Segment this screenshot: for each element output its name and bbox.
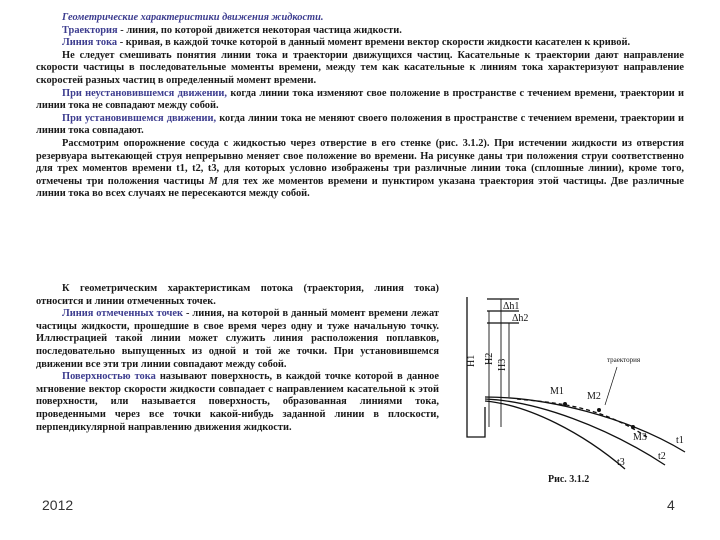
paragraph-unsteady: При неустановившемся движении, когда линии тока изменяют свое положение в пространстве с течением времени, траектории и линии тока не совпадают между собой.	[36, 87, 684, 112]
label-m2: M2	[587, 391, 601, 402]
slide-title: Геометрические характеристики движения жидкости.	[62, 12, 324, 23]
page-number: 4	[667, 497, 675, 513]
streamline-definition: Линия тока - кривая, в каждой точке которой в данный момент времени вектор скорости жидкости касателен к кривой.	[62, 37, 631, 49]
stream-surface-definition: Поверхностью тока называют поверхность, в каждой точке которой в данное мгновение вектор скорости жидкости совпадает с направлением касательной к этой поверхности, или называется поверхность, образованная линиями тока, проведенными через все точки какой-нибудь заданной линии в плоскости, перпендикулярной направлению движения жидкости.	[36, 371, 439, 433]
upper-text-block	[36, 12, 684, 201]
label-dh1: Δh1	[503, 301, 520, 312]
particle-m2	[597, 408, 601, 412]
label-h2: H2	[484, 352, 495, 365]
label-t1: t1	[676, 435, 684, 446]
lower-text-block	[36, 283, 439, 434]
label-m1: M1	[550, 386, 564, 397]
paragraph-intro: К геометрическим характеристикам потока (траектория, линия тока) относится и линии отмеченных точек.	[36, 283, 439, 307]
label-h1: H1	[466, 354, 477, 367]
label-dh2: Δh2	[512, 313, 529, 324]
marked-points-definition: Линия отмеченных точек - линия, на которой в данный момент времени лежат частицы жидкости, прошедшие в свое время через одну и туже начальную точку. Иллюстрацией такой линии может служить линия расположения поплавков, последовательно выпущенных из одной и той же точки. При установившемся движении все эти три линии совпадают между собой.	[36, 308, 439, 370]
label-m3: M3	[633, 432, 647, 443]
term-trajectory: Траектория	[62, 24, 118, 36]
vessel-outflow-figure	[457, 287, 689, 470]
footer-year: 2012	[42, 497, 74, 513]
figure-caption: Рис. 3.1.2	[548, 474, 590, 485]
paragraph-steady: При установившемся движении, когда линии тока не меняют своего положения в пространстве с течением времени, траектории и линии тока совпадают.	[36, 112, 684, 137]
label-t2: t2	[658, 451, 666, 462]
term-marked-points: Линия отмеченных точек	[62, 308, 183, 320]
term-streamline: Линия тока	[62, 37, 118, 49]
particle-m3	[631, 425, 635, 429]
term-steady: При установившемся движении,	[62, 112, 217, 124]
paragraph-distinction: Не следует смешивать понятия линии тока и траектории движущихся частиц. Касательные к траектории дают направление скорости частицы в последовательные моменты времени, между тем как касательные к линиям тока характеризуют направление скоростей разных частиц в определенный момент времени.	[36, 49, 684, 86]
particle-trajectory	[517, 399, 647, 437]
label-h3: H3	[497, 358, 508, 371]
label-t3: t3	[617, 457, 625, 468]
paragraph-example: Рассмотрим опорожнение сосуда с жидкостью через отверстие в его стенке (рис. 3.1.2). При истечении жидкости из отверстия резервуара вытекающей струя непрерывно меняет свое положение во времени. На рисунке даны три положения струи соответственно для трех моментов времени t1, t2, t3, для которых условно изображены три различные линии тока (сплошные линии), кроме того, отмечены три положения частицы М для тех же моментов времени и пунктиром указана траектория этой частицы. Две различные линии тока во всех случаях не пересекаются между собой.	[36, 137, 685, 200]
label-trajectory: траектория	[607, 356, 641, 364]
term-unsteady: При неустановившемся движении,	[62, 87, 228, 99]
particle-m1	[563, 402, 567, 406]
streamline-3	[485, 401, 625, 469]
streamline-1	[485, 397, 685, 452]
term-stream-surface: Поверхностью тока	[62, 371, 156, 383]
trajectory-definition: Траектория - линия, по которой движется некоторая частица жидкости.	[62, 24, 402, 36]
